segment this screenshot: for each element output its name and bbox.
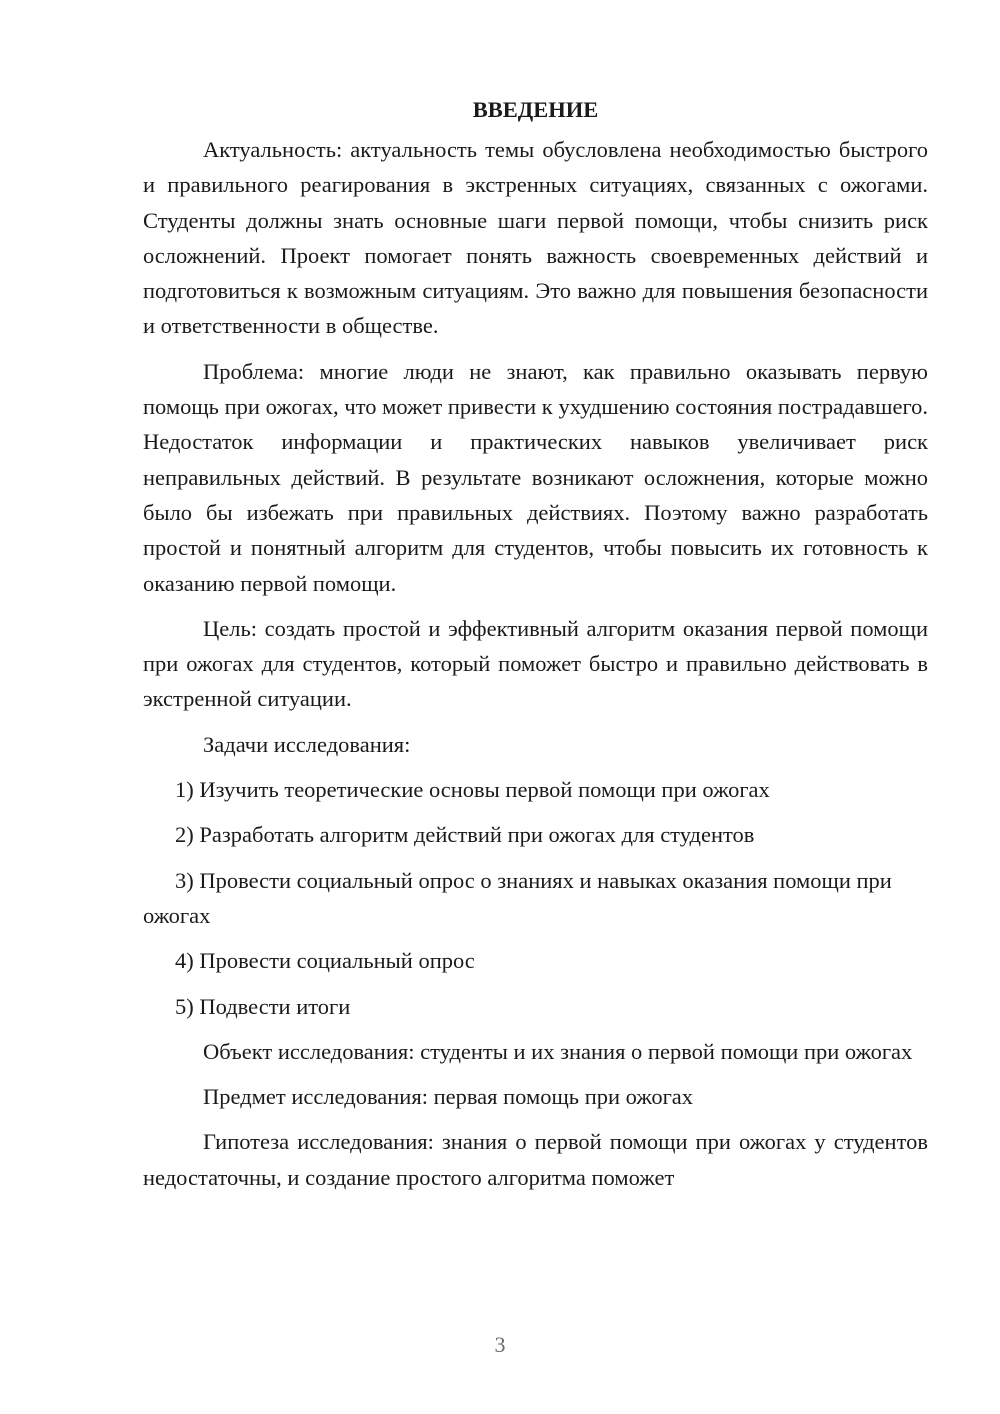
paragraph-relevance: Актуальность: актуальность темы обусловлена необходимостью быстрого и правильного реагирования в экстренных ситуациях, связанных с ожогами. Студенты должны знать основные шаги первой помощи, чтобы снизить риск осложнений. Проект помогает понять важность своевременных действий и подготовиться к возможным ситуациям. Это важно для повышения безопасности и ответственности в обществе. xyxy=(143,137,928,339)
task-item-4: 4) Провести социальный опрос xyxy=(175,948,475,974)
paragraph-goal: Цель: создать простой и эффективный алгоритм оказания первой помощи при ожогах для студентов, который поможет быстро и правильно действовать в экстренной ситуации. xyxy=(143,615,928,712)
page-body xyxy=(143,92,928,1205)
task-item-1: 1) Изучить теоретические основы первой помощи при ожогах xyxy=(175,777,770,803)
paragraph-hypothesis: Гипотеза исследования: знания о первой помощи при ожогах у студентов недостаточны, и создание простого алгоритма поможет xyxy=(143,1129,928,1190)
task-item-5: 5) Подвести итоги xyxy=(175,993,351,1019)
paragraph-subject: Предмет исследования: первая помощь при ожогах xyxy=(203,1084,694,1110)
task-item-3: 3) Провести социальный опрос о знаниях и навыках оказания помощи при ожогах xyxy=(143,867,892,928)
task-item-2: 2) Разработать алгоритм действий при ожогах для студентов xyxy=(175,822,755,848)
page-number: 3 xyxy=(494,1332,506,1357)
section-heading: ВВЕДЕНИЕ xyxy=(472,97,599,122)
paragraph-object: Объект исследования: студенты и их знания о первой помощи при ожогах xyxy=(203,1038,913,1064)
tasks-title: Задачи исследования: xyxy=(203,731,411,757)
paragraph-problem: Проблема: многие люди не знают, как правильно оказывать первую помощь при ожогах, что может привести к ухудшению состояния пострадавшего. Недостаток информации и практических навыков увеличивает риск неправильных действий. В результате возникают осложнения, которые можно было бы избежать при правильных действиях. Поэтому важно разработать простой и понятный алгоритм для студентов, чтобы повысить их готовность к оказанию первой помощи. xyxy=(143,358,928,596)
